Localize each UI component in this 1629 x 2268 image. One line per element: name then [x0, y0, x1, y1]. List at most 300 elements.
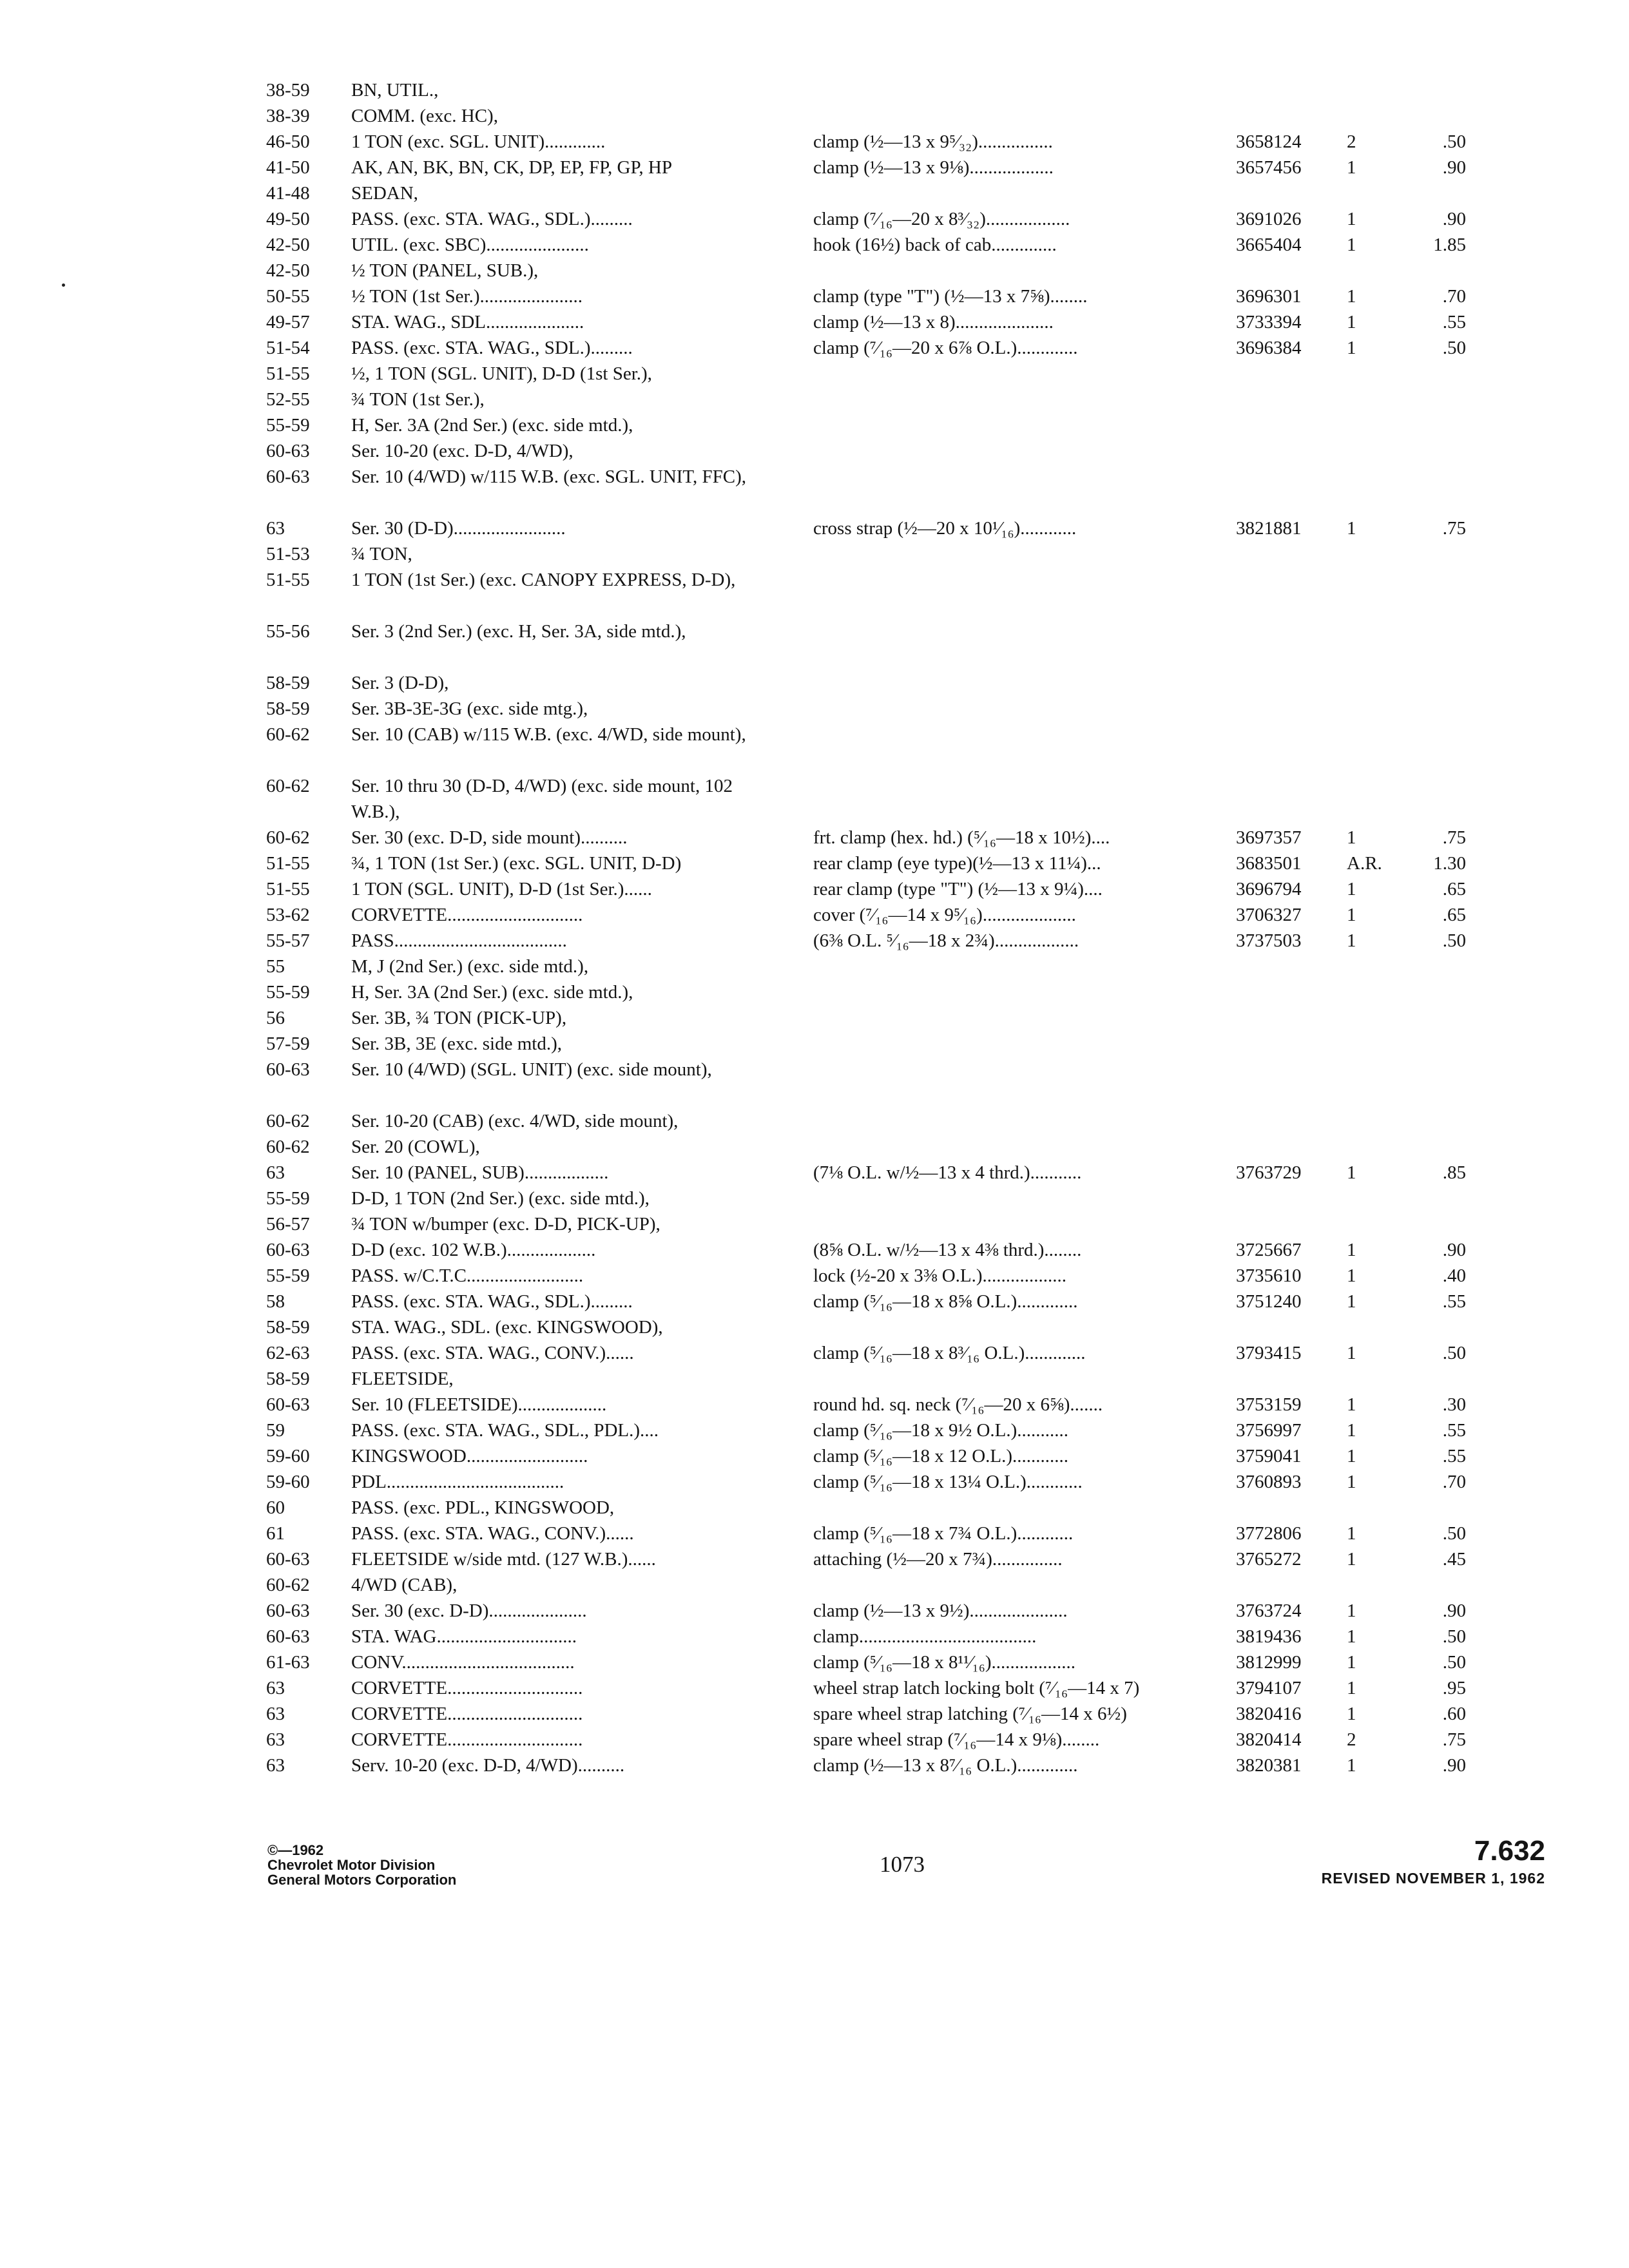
price: .75: [1442, 1729, 1466, 1750]
quantity: 1: [1347, 1420, 1356, 1441]
price: .60: [1442, 1704, 1466, 1724]
list-item: [0, 206, 1629, 232]
list-item: [0, 1598, 1629, 1624]
model-description: 1 TON (exc. SGL. UNIT).............: [351, 131, 606, 152]
model-years: 42-50: [266, 260, 310, 281]
model-years: 60: [266, 1497, 285, 1518]
model-description: PASS. (exc. STA. WAG., SDL., PDL.)....: [351, 1420, 659, 1441]
part-number: 3765272: [1236, 1549, 1302, 1570]
publisher-block: [267, 1843, 456, 1887]
price: .50: [1442, 1626, 1466, 1647]
part-number: 3760893: [1236, 1472, 1302, 1492]
model-description: Ser. 3 (2nd Ser.) (exc. H, Ser. 3A, side mtd.),: [351, 621, 686, 642]
list-item: [0, 1418, 1629, 1443]
list-item: [0, 1624, 1629, 1649]
model-description: Ser. 10-20 (CAB) (exc. 4/WD, side mount),: [351, 1111, 679, 1131]
section-number: 7.632: [1474, 1835, 1545, 1867]
model-years: 51-55: [266, 879, 310, 899]
part-number: 3820416: [1236, 1704, 1302, 1724]
model-description: PASS. (exc. STA. WAG., CONV.)......: [351, 1523, 634, 1544]
price: .70: [1442, 286, 1466, 307]
part-number: 3759041: [1236, 1446, 1302, 1466]
model-years: 38-39: [266, 106, 310, 126]
model-description: KINGSWOOD..........................: [351, 1446, 588, 1466]
part-description: clamp (½—13 x 8).....................: [813, 312, 1054, 332]
model-description: H, Ser. 3A (2nd Ser.) (exc. side mtd.),: [351, 415, 633, 436]
list-item: [0, 1469, 1629, 1495]
part-number: 3683501: [1236, 853, 1302, 874]
model-years: 59-60: [266, 1472, 310, 1492]
model-years: 55-59: [266, 982, 310, 1003]
price: .50: [1442, 930, 1466, 951]
part-number: 3793415: [1236, 1343, 1302, 1363]
model-description: Ser. 3 (D-D),: [351, 673, 449, 693]
model-description: PASS.....................................: [351, 930, 567, 951]
part-number: 3697357: [1236, 827, 1302, 848]
price: .45: [1442, 1549, 1466, 1570]
model-description: CORVETTE.............................: [351, 1704, 583, 1724]
part-number: 3733394: [1236, 312, 1302, 332]
model-years: 46-50: [266, 131, 310, 152]
model-years: 58: [266, 1291, 285, 1312]
quantity: 1: [1347, 518, 1356, 539]
price: .50: [1442, 131, 1466, 152]
model-description: CORVETTE.............................: [351, 1678, 583, 1698]
model-years: 60-62: [266, 827, 310, 848]
model-years: 63: [266, 1704, 285, 1724]
model-description: CORVETTE.............................: [351, 905, 583, 925]
model-description: D-D (exc. 102 W.B.)...................: [351, 1240, 596, 1260]
list-item: [0, 1211, 1629, 1237]
part-number: 3691026: [1236, 209, 1302, 229]
list-item: [0, 1366, 1629, 1392]
model-description: BN, UTIL.,: [351, 80, 439, 101]
part-description: cross strap (½—20 x 10¹⁄₁₆)............: [813, 518, 1077, 539]
list-item: [0, 850, 1629, 876]
model-years: 60-63: [266, 1626, 310, 1647]
model-description: STA. WAG..............................: [351, 1626, 577, 1647]
part-number: 3706327: [1236, 905, 1302, 925]
list-item: [0, 232, 1629, 258]
part-number: 3751240: [1236, 1291, 1302, 1312]
list-item: [0, 1521, 1629, 1546]
part-number: 3657456: [1236, 157, 1302, 178]
list-item: [0, 1675, 1629, 1701]
model-years: 60-63: [266, 1394, 310, 1415]
quantity: 1: [1347, 209, 1356, 229]
price: .30: [1442, 1394, 1466, 1415]
list-item: [0, 722, 1629, 773]
model-description: M, J (2nd Ser.) (exc. side mtd.),: [351, 956, 589, 977]
list-item: [0, 77, 1629, 103]
list-item: [0, 361, 1629, 387]
list-item: [0, 103, 1629, 129]
quantity: 1: [1347, 879, 1356, 899]
model-years: 51-55: [266, 853, 310, 874]
part-description: clamp (type "T") (½—13 x 7⅝)........: [813, 286, 1088, 307]
model-years: 61-63: [266, 1652, 310, 1673]
part-description: spare wheel strap latching (⁷⁄₁₆—14 x 6½): [813, 1704, 1127, 1724]
quantity: 1: [1347, 1678, 1356, 1698]
part-number: 3725667: [1236, 1240, 1302, 1260]
list-item: [0, 258, 1629, 284]
model-years: 55-59: [266, 415, 310, 436]
model-years: 52-55: [266, 389, 310, 410]
list-item: [0, 1263, 1629, 1289]
list-item: [0, 309, 1629, 335]
part-description: clamp (⁵⁄₁₆—18 x 8⅝ O.L.).............: [813, 1291, 1078, 1312]
list-item: [0, 464, 1629, 515]
model-years: 55-59: [266, 1265, 310, 1286]
list-item: [0, 129, 1629, 155]
model-description: CORVETTE.............................: [351, 1729, 583, 1750]
model-description: FLEETSIDE w/side mtd. (127 W.B.)......: [351, 1549, 656, 1570]
model-years: 41-50: [266, 157, 310, 178]
list-item: [0, 1057, 1629, 1108]
part-description: (8⅝ O.L. w/½—13 x 4⅜ thrd.)........: [813, 1240, 1082, 1260]
part-description: clamp (½—13 x 9⁵⁄₃₂)................: [813, 131, 1053, 152]
part-number: 3696384: [1236, 338, 1302, 358]
list-item: [0, 979, 1629, 1005]
model-years: 60-62: [266, 724, 310, 745]
model-description: AK, AN, BK, BN, CK, DP, EP, FP, GP, HP: [351, 157, 672, 178]
list-item: [0, 1314, 1629, 1340]
model-years: 49-50: [266, 209, 310, 229]
model-description: ½ TON (1st Ser.)......................: [351, 286, 583, 307]
list-item: [0, 1572, 1629, 1598]
price: .65: [1442, 879, 1466, 899]
list-item: [0, 773, 1629, 825]
part-description: (6⅜ O.L. ⁵⁄₁₆—18 x 2¾)..................: [813, 930, 1079, 951]
model-years: 59: [266, 1420, 285, 1441]
model-years: 60-62: [266, 1575, 310, 1595]
quantity: 1: [1347, 1600, 1356, 1621]
model-description: Ser. 30 (exc. D-D, side mount)..........: [351, 827, 628, 848]
price: .50: [1442, 1523, 1466, 1544]
model-years: 55-57: [266, 930, 310, 951]
part-description: clamp (⁵⁄₁₆—18 x 9½ O.L.)...........: [813, 1420, 1069, 1441]
model-description: Ser. 10 (PANEL, SUB)..................: [351, 1162, 609, 1183]
list-item: [0, 1134, 1629, 1160]
price: .85: [1442, 1162, 1466, 1183]
model-description: SEDAN,: [351, 183, 418, 204]
model-years: 60-63: [266, 1600, 310, 1621]
model-description: ¾ TON,: [351, 544, 412, 564]
quantity: 1: [1347, 1291, 1356, 1312]
model-description: Ser. 30 (D-D)........................: [351, 518, 566, 539]
price: .50: [1442, 1652, 1466, 1673]
model-years: 53-62: [266, 905, 310, 925]
model-description: 1 TON (SGL. UNIT), D-D (1st Ser.)......: [351, 879, 652, 899]
model-years: 60-62: [266, 1111, 310, 1131]
list-item: [0, 1160, 1629, 1186]
list-item: [0, 180, 1629, 206]
model-description: Ser. 10 (4/WD) (SGL. UNIT) (exc. side mount),: [351, 1059, 712, 1080]
list-item: [0, 1649, 1629, 1675]
price: .50: [1442, 338, 1466, 358]
model-description: Ser. 30 (exc. D-D).....................: [351, 1600, 587, 1621]
list-item: [0, 412, 1629, 438]
model-description: PASS. w/C.T.C.........................: [351, 1265, 584, 1286]
model-years: 60-63: [266, 441, 310, 461]
part-description: (7⅛ O.L. w/½—13 x 4 thrd.)...........: [813, 1162, 1082, 1183]
model-years: 58-59: [266, 673, 310, 693]
part-number: 3763724: [1236, 1600, 1302, 1621]
list-item: [0, 284, 1629, 309]
quantity: A.R.: [1347, 853, 1382, 874]
model-years: 51-54: [266, 338, 310, 358]
price: .50: [1442, 1343, 1466, 1363]
model-description: CONV.....................................: [351, 1652, 575, 1673]
model-years: 58-59: [266, 1369, 310, 1389]
part-description: clamp (⁵⁄₁₆—18 x 12 O.L.)............: [813, 1446, 1069, 1466]
model-description: Ser. 10 (FLEETSIDE)...................: [351, 1394, 607, 1415]
part-description: clamp (½—13 x 9½).....................: [813, 1600, 1068, 1621]
part-number: 3821881: [1236, 518, 1302, 539]
quantity: 1: [1347, 286, 1356, 307]
model-description: ½, 1 TON (SGL. UNIT), D-D (1st Ser.),: [351, 363, 652, 384]
quantity: 1: [1347, 1704, 1356, 1724]
price: 1.85: [1433, 235, 1466, 255]
part-number: 3820414: [1236, 1729, 1302, 1750]
part-number: 3820381: [1236, 1755, 1302, 1776]
part-description: clamp (⁵⁄₁₆—18 x 13¼ O.L.)............: [813, 1472, 1083, 1492]
part-number: 3753159: [1236, 1394, 1302, 1415]
list-item: [0, 1186, 1629, 1211]
list-item: [0, 1005, 1629, 1031]
part-description: clamp (⁷⁄₁₆—20 x 6⅞ O.L.).............: [813, 338, 1078, 358]
model-years: 59-60: [266, 1446, 310, 1466]
part-description: rear clamp (eye type)(½—13 x 11¼)...: [813, 853, 1101, 874]
part-number: 3696301: [1236, 286, 1302, 307]
part-description: clamp (⁵⁄₁₆—18 x 8¹¹⁄₁₆)..................: [813, 1652, 1076, 1673]
model-description: Serv. 10-20 (exc. D-D, 4/WD)..........: [351, 1755, 625, 1776]
model-description: Ser. 20 (COWL),: [351, 1137, 480, 1157]
price: .75: [1442, 827, 1466, 848]
corporation-line: General Motors Corporation: [267, 1872, 457, 1888]
part-description: hook (16½) back of cab..............: [813, 235, 1057, 255]
quantity: 1: [1347, 1523, 1356, 1544]
list-item: [0, 1289, 1629, 1314]
price: .95: [1442, 1678, 1466, 1698]
part-description: attaching (½—20 x 7¾)...............: [813, 1549, 1063, 1570]
model-years: 63: [266, 518, 285, 539]
page-number: 1073: [880, 1852, 925, 1877]
model-description: STA. WAG., SDL. (exc. KINGSWOOD),: [351, 1317, 663, 1338]
quantity: 1: [1347, 827, 1356, 848]
quantity: 1: [1347, 1343, 1356, 1363]
model-years: 60-62: [266, 1137, 310, 1157]
quantity: 1: [1347, 1652, 1356, 1673]
part-description: round hd. sq. neck (⁷⁄₁₆—20 x 6⅝).......: [813, 1394, 1103, 1415]
model-description: Ser. 10 (CAB) w/115 W.B. (exc. 4/WD, side mount),: [351, 724, 746, 745]
list-item: [0, 876, 1629, 902]
price: .90: [1442, 209, 1466, 229]
model-description: PASS. (exc. STA. WAG., SDL.).........: [351, 1291, 633, 1312]
quantity: 1: [1347, 157, 1356, 178]
list-item: [0, 387, 1629, 412]
revised-date: REVISED NOVEMBER 1, 1962: [1321, 1870, 1545, 1887]
list-item: [0, 1727, 1629, 1753]
list-item: [0, 928, 1629, 954]
quantity: 1: [1347, 1394, 1356, 1415]
model-years: 57-59: [266, 1033, 310, 1054]
part-number: 3696794: [1236, 879, 1302, 899]
quantity: 1: [1347, 1472, 1356, 1492]
list-item: [0, 1392, 1629, 1418]
model-description: PASS. (exc. PDL., KINGSWOOD,: [351, 1497, 615, 1518]
list-item: [0, 1237, 1629, 1263]
quantity: 1: [1347, 312, 1356, 332]
price: .55: [1442, 1446, 1466, 1466]
part-description: clamp (⁵⁄₁₆—18 x 7¾ O.L.)............: [813, 1523, 1074, 1544]
list-item: [0, 335, 1629, 361]
list-item: [0, 902, 1629, 928]
model-description: COMM. (exc. HC),: [351, 106, 498, 126]
model-description: Ser. 10-20 (exc. D-D, 4/WD),: [351, 441, 574, 461]
quantity: 1: [1347, 1626, 1356, 1647]
part-number: 3772806: [1236, 1523, 1302, 1544]
model-years: 60-63: [266, 466, 310, 487]
part-description: rear clamp (type "T") (½—13 x 9¼)....: [813, 879, 1103, 899]
model-years: 58-59: [266, 698, 310, 719]
model-years: 63: [266, 1755, 285, 1776]
list-item: [0, 954, 1629, 979]
part-description: spare wheel strap (⁷⁄₁₆—14 x 9⅛)........: [813, 1729, 1100, 1750]
part-description: frt. clamp (hex. hd.) (⁵⁄₁₆—18 x 10½)....: [813, 827, 1110, 848]
model-description: PASS. (exc. STA. WAG., SDL.).........: [351, 209, 633, 229]
price: .55: [1442, 1291, 1466, 1312]
model-years: 41-48: [266, 183, 310, 204]
part-description: clamp (½—13 x 9⅛)..................: [813, 157, 1054, 178]
model-years: 62-63: [266, 1343, 310, 1363]
price: 1.30: [1433, 853, 1466, 874]
model-years: 51-53: [266, 544, 310, 564]
model-years: 50-55: [266, 286, 310, 307]
model-years: 63: [266, 1162, 285, 1183]
quantity: 1: [1347, 930, 1356, 951]
model-years: 60-63: [266, 1549, 310, 1570]
list-item: [0, 155, 1629, 180]
quantity: 1: [1347, 1549, 1356, 1570]
price: .75: [1442, 518, 1466, 539]
part-description: cover (⁷⁄₁₆—14 x 9⁵⁄₁₆)....................: [813, 905, 1076, 925]
model-description: Ser. 10 (4/WD) w/115 W.B. (exc. SGL. UNIT, FFC),: [351, 466, 746, 487]
part-number: 3763729: [1236, 1162, 1302, 1183]
price: .90: [1442, 1240, 1466, 1260]
part-number: 3819436: [1236, 1626, 1302, 1647]
part-number: 3658124: [1236, 131, 1302, 152]
list-item: [0, 1701, 1629, 1727]
list-item: [0, 1495, 1629, 1521]
list-item: [0, 1340, 1629, 1366]
list-item: [0, 438, 1629, 464]
list-item: [0, 619, 1629, 670]
part-number: 3735610: [1236, 1265, 1302, 1286]
part-description: wheel strap latch locking bolt (⁷⁄₁₆—14 x 7): [813, 1678, 1140, 1698]
list-item: [0, 1031, 1629, 1057]
quantity: 1: [1347, 1240, 1356, 1260]
model-years: 60-62: [266, 776, 310, 796]
part-number: 3812999: [1236, 1652, 1302, 1673]
quantity: 1: [1347, 338, 1356, 358]
part-description: clamp (⁵⁄₁₆—18 x 8³⁄₁₆ O.L.).............: [813, 1343, 1086, 1363]
quantity: 1: [1347, 905, 1356, 925]
list-item: [0, 1753, 1629, 1778]
price: .40: [1442, 1265, 1466, 1286]
model-years: 51-55: [266, 570, 310, 590]
price: .90: [1442, 1600, 1466, 1621]
model-years: 60-63: [266, 1059, 310, 1080]
quantity: 2: [1347, 1729, 1356, 1750]
model-description: Ser. 3B, ¾ TON (PICK-UP),: [351, 1008, 567, 1028]
model-years: 55: [266, 956, 285, 977]
quantity: 1: [1347, 1265, 1356, 1286]
part-number: 3737503: [1236, 930, 1302, 951]
part-number: 3756997: [1236, 1420, 1302, 1441]
part-number: 3794107: [1236, 1678, 1302, 1698]
part-description: lock (½-20 x 3⅜ O.L.)..................: [813, 1265, 1067, 1286]
model-years: 58-59: [266, 1317, 310, 1338]
model-description: Ser. 3B, 3E (exc. side mtd.),: [351, 1033, 563, 1054]
list-item: [0, 1443, 1629, 1469]
list-item: [0, 825, 1629, 850]
model-description: 4/WD (CAB),: [351, 1575, 458, 1595]
model-description: Ser. 3B-3E-3G (exc. side mtg.),: [351, 698, 588, 719]
quantity: 2: [1347, 131, 1356, 152]
list-item: [0, 567, 1629, 619]
model-years: 38-59: [266, 80, 310, 101]
model-years: 60-63: [266, 1240, 310, 1260]
quantity: 1: [1347, 1755, 1356, 1776]
model-years: 61: [266, 1523, 285, 1544]
model-description: PASS. (exc. STA. WAG., CONV.)......: [351, 1343, 634, 1363]
model-years: 63: [266, 1729, 285, 1750]
price: .55: [1442, 312, 1466, 332]
quantity: 1: [1347, 1162, 1356, 1183]
list-item: [0, 696, 1629, 722]
price: .55: [1442, 1420, 1466, 1441]
model-description: UTIL. (exc. SBC)......................: [351, 235, 589, 255]
division-line: Chevrolet Motor Division: [267, 1857, 436, 1873]
model-years: 56: [266, 1008, 285, 1028]
model-years: 55-59: [266, 1188, 310, 1209]
part-description: clamp (½—13 x 8⁷⁄₁₆ O.L.).............: [813, 1755, 1078, 1776]
part-number: 3665404: [1236, 235, 1302, 255]
model-description: PASS. (exc. STA. WAG., SDL.).........: [351, 338, 633, 358]
model-description: FLEETSIDE,: [351, 1369, 454, 1389]
list-item: [0, 515, 1629, 541]
list-item: [0, 670, 1629, 696]
model-description: STA. WAG., SDL.....................: [351, 312, 584, 332]
copyright-line: ©—1962: [267, 1842, 324, 1858]
model-description: ½ TON (PANEL, SUB.),: [351, 260, 539, 281]
part-description: clamp (⁷⁄₁₆—20 x 8³⁄₃₂)..................: [813, 209, 1070, 229]
list-item: [0, 1546, 1629, 1572]
model-description: ¾ TON w/bumper (exc. D-D, PICK-UP),: [351, 1214, 660, 1235]
model-description: 1 TON (1st Ser.) (exc. CANOPY EXPRESS, D-D),: [351, 570, 736, 590]
model-description: PDL......................................: [351, 1472, 564, 1492]
price: .70: [1442, 1472, 1466, 1492]
quantity: 1: [1347, 1446, 1356, 1466]
model-description: Ser. 10 thru 30 (D-D, 4/WD) (exc. side mount, 102 W.B.),: [351, 776, 733, 822]
list-item: [0, 541, 1629, 567]
part-description: clamp......................................: [813, 1626, 1037, 1647]
model-years: 42-50: [266, 235, 310, 255]
model-years: 63: [266, 1678, 285, 1698]
list-item: [0, 1108, 1629, 1134]
model-years: 49-57: [266, 312, 310, 332]
